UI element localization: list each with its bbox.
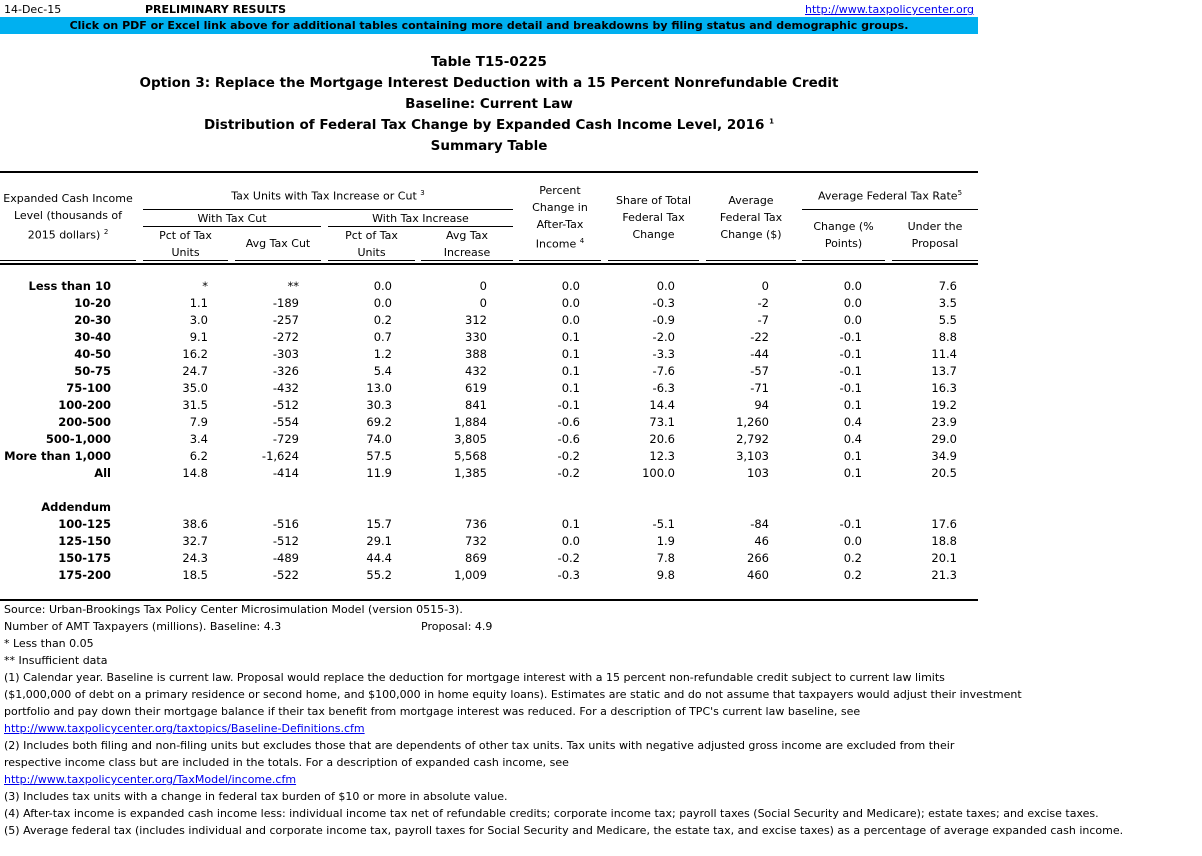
- table-row-cell: 13.0: [366, 381, 392, 395]
- addendum-row-cell: 15.7: [366, 517, 392, 531]
- addendum-row-cell: 0.0: [843, 534, 862, 548]
- table-row-cell: 330: [465, 330, 487, 344]
- table-row-cell: 0.0: [561, 313, 580, 327]
- table-row-cell: 7.9: [189, 415, 208, 429]
- col-rule: [706, 260, 796, 261]
- table-row-label: 20-30: [74, 313, 111, 327]
- addendum-row-label: 150-175: [58, 551, 111, 565]
- baseline-title: Baseline: Current Law: [405, 96, 573, 112]
- addendum-row-cell: 869: [465, 551, 487, 565]
- banner-text: Click on PDF or Excel link above for additional tables containing more detail and breakdowns by filing status and demographic groups.: [69, 19, 909, 32]
- table-row-cell: 0.0: [561, 296, 580, 310]
- addendum-row-label: 100-125: [58, 517, 111, 531]
- table-row-cell: -7: [757, 313, 769, 327]
- table-row-cell: 388: [465, 347, 487, 361]
- addendum-row-cell: -522: [272, 568, 299, 582]
- table-row-cell: 0.1: [561, 330, 580, 344]
- table-row-cell: 3,805: [454, 432, 487, 446]
- table-row-cell: -0.2: [557, 466, 580, 480]
- table-row-cell: 2,792: [736, 432, 769, 446]
- table-row-cell: -414: [272, 466, 299, 480]
- table-row-cell: 0.2: [373, 313, 392, 327]
- table-row-cell: 94: [754, 398, 769, 412]
- addendum-row-cell: 1,009: [454, 568, 487, 582]
- addendum-row-cell: 17.6: [931, 517, 957, 531]
- table-row-cell: -0.2: [557, 449, 580, 463]
- col-rule: [0, 260, 136, 261]
- table-row-cell: -0.1: [839, 347, 862, 361]
- amt-note: Number of AMT Taxpayers (millions). Baseline: 4.3: [4, 620, 282, 633]
- addendum-row-cell: 44.4: [366, 551, 392, 565]
- table-row-cell: 0.0: [373, 279, 392, 293]
- addendum-row-cell: 32.7: [182, 534, 208, 548]
- header-avg-fed-tax-change: Average Federal Tax Change ($): [719, 194, 783, 241]
- footnote-1c: portfolio and pay down their mortgage balance if their tax benefit from mortgage interest was reduced. For a description of TPC's current law baseline, see: [4, 705, 861, 718]
- table-row-cell: 6.2: [189, 449, 208, 463]
- table-row-label: More than 1,000: [4, 449, 111, 463]
- table-row-label: 50-75: [74, 364, 111, 378]
- header-change-pct-points: Change (% Points): [813, 220, 874, 250]
- baseline-definitions-link[interactable]: http://www.taxpolicycenter.org/taxtopics/Baseline-Definitions.cfm: [4, 722, 365, 735]
- table-row-cell: -3.3: [652, 347, 675, 361]
- table-row-label: 500-1,000: [45, 432, 111, 446]
- table-row-cell: 0.1: [843, 398, 862, 412]
- header-share-total-change: Share of Total Federal Tax Change: [615, 194, 692, 241]
- table-row-cell: 0: [479, 296, 487, 310]
- table-row-cell: 12.3: [649, 449, 675, 463]
- table-row-cell: 24.7: [182, 364, 208, 378]
- status-label: PRELIMINARY RESULTS: [145, 3, 287, 16]
- table-row-cell: 0: [761, 279, 769, 293]
- table-row-cell: 0.1: [561, 364, 580, 378]
- table-row-cell: 20.6: [649, 432, 675, 446]
- table-row-cell: 57.5: [366, 449, 392, 463]
- table-row-cell: 312: [465, 313, 487, 327]
- table-row-label: All: [94, 466, 111, 480]
- table-row-cell: -432: [272, 381, 299, 395]
- table-row-cell: 73.1: [649, 415, 675, 429]
- table-row-cell: 20.5: [931, 466, 957, 480]
- addendum-row-cell: 7.8: [656, 551, 675, 565]
- addendum-row-cell: 266: [747, 551, 769, 565]
- footnote-1b: ($1,000,000 of debt on a primary residence or second home, and $100,000 in home equity loans). Estimates are static and do not assume that taxpayers would adjust their investment: [4, 688, 1022, 701]
- addendum-row-cell: 18.5: [182, 568, 208, 582]
- col-rule: [519, 260, 601, 261]
- header-under-proposal: Under the Proposal: [907, 220, 963, 250]
- table-row-cell: 16.2: [182, 347, 208, 361]
- table-row-cell: 432: [465, 364, 487, 378]
- table-row-cell: 1,260: [736, 415, 769, 429]
- addendum-row-cell: -512: [272, 534, 299, 548]
- table-row-cell: 103: [747, 466, 769, 480]
- table-row-cell: 16.3: [931, 381, 957, 395]
- table-row-cell: -257: [272, 313, 299, 327]
- header-tax-units-group: Tax Units with Tax Increase or Cut $^3$: [231, 189, 425, 203]
- table-row-cell: 19.2: [931, 398, 957, 412]
- table-row-cell: 5,568: [454, 449, 487, 463]
- header-pct-units-inc: Pct of Tax Units: [345, 229, 398, 259]
- table-row-cell: **: [287, 279, 299, 293]
- summary-title: Summary Table: [430, 138, 548, 154]
- table-row-cell: -1,624: [261, 449, 299, 463]
- addendum-row-cell: 732: [465, 534, 487, 548]
- addendum-row-cell: 20.1: [931, 551, 957, 565]
- col-rule: [802, 260, 885, 261]
- table-row-label: 10-20: [74, 296, 111, 310]
- header-avg-fed-tax-rate: Average Federal Tax Rate$^5$: [817, 189, 963, 203]
- table-row-cell: 0.1: [561, 347, 580, 361]
- table-row-cell: 7.6: [938, 279, 957, 293]
- table-row-cell: 1,385: [454, 466, 487, 480]
- table-row-cell: 100.0: [642, 466, 675, 480]
- addendum-row-cell: 9.8: [656, 568, 675, 582]
- table-row-cell: -44: [750, 347, 769, 361]
- table-row-label: Less than 10: [28, 279, 111, 293]
- table-row-cell: 69.2: [366, 415, 392, 429]
- header-with-cut: With Tax Cut: [197, 212, 267, 225]
- table-row-cell: -22: [750, 330, 769, 344]
- table-row-cell: -729: [272, 432, 299, 446]
- table-row-cell: 29.0: [931, 432, 957, 446]
- table-row-cell: 3.4: [189, 432, 208, 446]
- addendum-row-cell: 736: [465, 517, 487, 531]
- header-avg-tax-cut: Avg Tax Cut: [245, 237, 311, 250]
- table-row-cell: 0.0: [373, 296, 392, 310]
- table-row-cell: -326: [272, 364, 299, 378]
- addendum-row-label: 125-150: [58, 534, 111, 548]
- table-row-cell: -71: [750, 381, 769, 395]
- table-row-cell: 14.4: [649, 398, 675, 412]
- addendum-row-cell: -0.2: [557, 551, 580, 565]
- addendum-row-cell: 18.8: [931, 534, 957, 548]
- table-row-cell: 0.1: [561, 381, 580, 395]
- table-row-cell: 0.4: [843, 415, 862, 429]
- table-row-cell: 5.4: [373, 364, 392, 378]
- date-label: 14-Dec-15: [4, 3, 62, 16]
- income-definition-link[interactable]: http://www.taxpolicycenter.org/TaxModel/income.cfm: [4, 773, 297, 786]
- addendum-row-cell: -0.1: [839, 517, 862, 531]
- source-note: Source: Urban-Brookings Tax Policy Center Microsimulation Model (version 0515-3).: [4, 603, 463, 616]
- addendum-row-cell: 0.2: [843, 551, 862, 565]
- table-row-cell: 11.9: [366, 466, 392, 480]
- header-top-rule: [0, 171, 978, 173]
- addendum-row-cell: 460: [747, 568, 769, 582]
- table-row-label: 40-50: [74, 347, 111, 361]
- table-row-cell: 0.7: [373, 330, 392, 344]
- addendum-row-cell: 0.1: [561, 517, 580, 531]
- table-row-cell: -189: [272, 296, 299, 310]
- info-banner: [0, 17, 978, 34]
- table-row-cell: 619: [465, 381, 487, 395]
- addendum-row-cell: 0.0: [561, 534, 580, 548]
- table-row-cell: 14.8: [182, 466, 208, 480]
- table-row-cell: -554: [272, 415, 299, 429]
- header-avg-tax-increase: Avg Tax Increase: [443, 229, 491, 259]
- table-row-cell: 8.8: [938, 330, 957, 344]
- addendum-row-cell: 29.1: [366, 534, 392, 548]
- header-pct-units-cut: Pct of Tax Units: [159, 229, 212, 259]
- addendum-row-cell: -516: [272, 517, 299, 531]
- table-row-label: 100-200: [58, 398, 111, 412]
- col-rule: [608, 260, 699, 261]
- addendum-row-label: 175-200: [58, 568, 111, 582]
- footnote-1a: (1) Calendar year. Baseline is current law. Proposal would replace the deduction for mortgage interest with a 15 percent non-refundable credit subject to current law limits: [4, 671, 945, 684]
- site-link[interactable]: http://www.taxpolicycenter.org: [805, 3, 975, 16]
- table-row-cell: 0.1: [843, 466, 862, 480]
- table-row-cell: -512: [272, 398, 299, 412]
- table-row-cell: -303: [272, 347, 299, 361]
- table-row-cell: 0.0: [843, 296, 862, 310]
- footnote-2a: (2) Includes both filing and non-filing units but excludes those that are dependents of other tax units. Tax units with negative adjusted gross income are excluded from their: [4, 739, 955, 752]
- table-row-cell: -0.3: [652, 296, 675, 310]
- table-row-cell: 74.0: [366, 432, 392, 446]
- table-row-cell: -0.1: [839, 330, 862, 344]
- table-row-label: 200-500: [58, 415, 111, 429]
- header-with-increase: With Tax Increase: [372, 212, 469, 225]
- addendum-row-cell: 24.3: [182, 551, 208, 565]
- table-row-cell: 3,103: [736, 449, 769, 463]
- footnote-2b: respective income class but are included in the totals. For a description of expanded cash income, see: [4, 756, 569, 769]
- table-row-cell: 9.1: [189, 330, 208, 344]
- table-row-cell: *: [202, 279, 208, 293]
- less-than-note: * Less than 0.05: [4, 637, 94, 650]
- table-row-cell: 34.9: [931, 449, 957, 463]
- addendum-row-cell: 1.9: [656, 534, 675, 548]
- table-row-cell: -0.1: [839, 364, 862, 378]
- col-rule: [235, 260, 321, 261]
- footnote-4: (4) After-tax income is expanded cash income less: individual income tax net of refundable credits; corporate income tax; payroll taxes (Social Security and Medicare); estate taxes; and excise taxes.: [4, 807, 1099, 820]
- table-row-cell: 841: [465, 398, 487, 412]
- table-row-cell: 13.7: [931, 364, 957, 378]
- table-row-cell: 0.0: [843, 313, 862, 327]
- table-row-cell: -0.6: [557, 432, 580, 446]
- table-row-cell: 0.0: [843, 279, 862, 293]
- table-row-cell: 1,884: [454, 415, 487, 429]
- table-row-cell: 0.1: [843, 449, 862, 463]
- header-pct-change-after-tax: Percent Change in After-Tax Income $^4$: [532, 184, 588, 251]
- addendum-heading: Addendum: [41, 500, 111, 514]
- table-row-cell: 0.4: [843, 432, 862, 446]
- avg-rate-rule: [802, 209, 978, 210]
- table-row-cell: -2.0: [652, 330, 675, 344]
- table-row-cell: -0.9: [652, 313, 675, 327]
- addendum-row-cell: 0.2: [843, 568, 862, 582]
- table-row-label: 30-40: [74, 330, 111, 344]
- table-row-cell: 3.0: [189, 313, 208, 327]
- table-row-cell: 0.0: [561, 279, 580, 293]
- table-row-cell: -0.1: [557, 398, 580, 412]
- table-row-cell: -7.6: [652, 364, 675, 378]
- table-bottom-rule: [0, 599, 978, 601]
- table-row-cell: 1.1: [189, 296, 208, 310]
- addendum-row-cell: 46: [754, 534, 769, 548]
- addendum-row-cell: 55.2: [366, 568, 392, 582]
- table-row-cell: 0: [479, 279, 487, 293]
- table-row-cell: 11.4: [931, 347, 957, 361]
- table-row-cell: 23.9: [931, 415, 957, 429]
- addendum-row-cell: 38.6: [182, 517, 208, 531]
- option-title: Option 3: Replace the Mortgage Interest Deduction with a 15 Percent Nonrefundable Credit: [139, 75, 839, 91]
- table-row-cell: -57: [750, 364, 769, 378]
- header-income-level: Expanded Cash Income Level (thousands of 2015 dollars) $^2$: [3, 192, 133, 242]
- addendum-row-cell: 21.3: [931, 568, 957, 582]
- amt-proposal-note: Proposal: 4.9: [421, 620, 493, 633]
- table-row-cell: -0.1: [839, 381, 862, 395]
- table-row-cell: 3.5: [938, 296, 957, 310]
- table-row-cell: -6.3: [652, 381, 675, 395]
- table-row-cell: 0.0: [656, 279, 675, 293]
- addendum-row-cell: -489: [272, 551, 299, 565]
- footnote-3: (3) Includes tax units with a change in federal tax burden of $10 or more in absolute value.: [4, 790, 508, 803]
- col-rule: [892, 260, 978, 261]
- addendum-row-cell: -0.3: [557, 568, 580, 582]
- distribution-title: Distribution of Federal Tax Change by Expanded Cash Income Level, 2016 $^1$: [203, 117, 775, 133]
- table-row-cell: 35.0: [182, 381, 208, 395]
- table-row-cell: 31.5: [182, 398, 208, 412]
- table-row-cell: 30.3: [366, 398, 392, 412]
- table-row-cell: 1.2: [373, 347, 392, 361]
- table-id: Table T15-0225: [431, 54, 547, 70]
- table-row-cell: -2: [757, 296, 769, 310]
- table-row-cell: -0.6: [557, 415, 580, 429]
- header-bottom-rule: [0, 263, 978, 265]
- addendum-row-cell: -84: [750, 517, 769, 531]
- insufficient-note: ** Insufficient data: [4, 654, 108, 667]
- addendum-row-cell: -5.1: [652, 517, 675, 531]
- table-row-cell: -272: [272, 330, 299, 344]
- footnote-5: (5) Average federal tax (includes individual and corporate income tax, payroll taxes for Social Security and Medicare, the estate tax, and excise taxes) as a percentage of average expanded cash income.: [4, 824, 1124, 837]
- table-row-cell: 5.5: [938, 313, 957, 327]
- table-row-label: 75-100: [66, 381, 111, 395]
